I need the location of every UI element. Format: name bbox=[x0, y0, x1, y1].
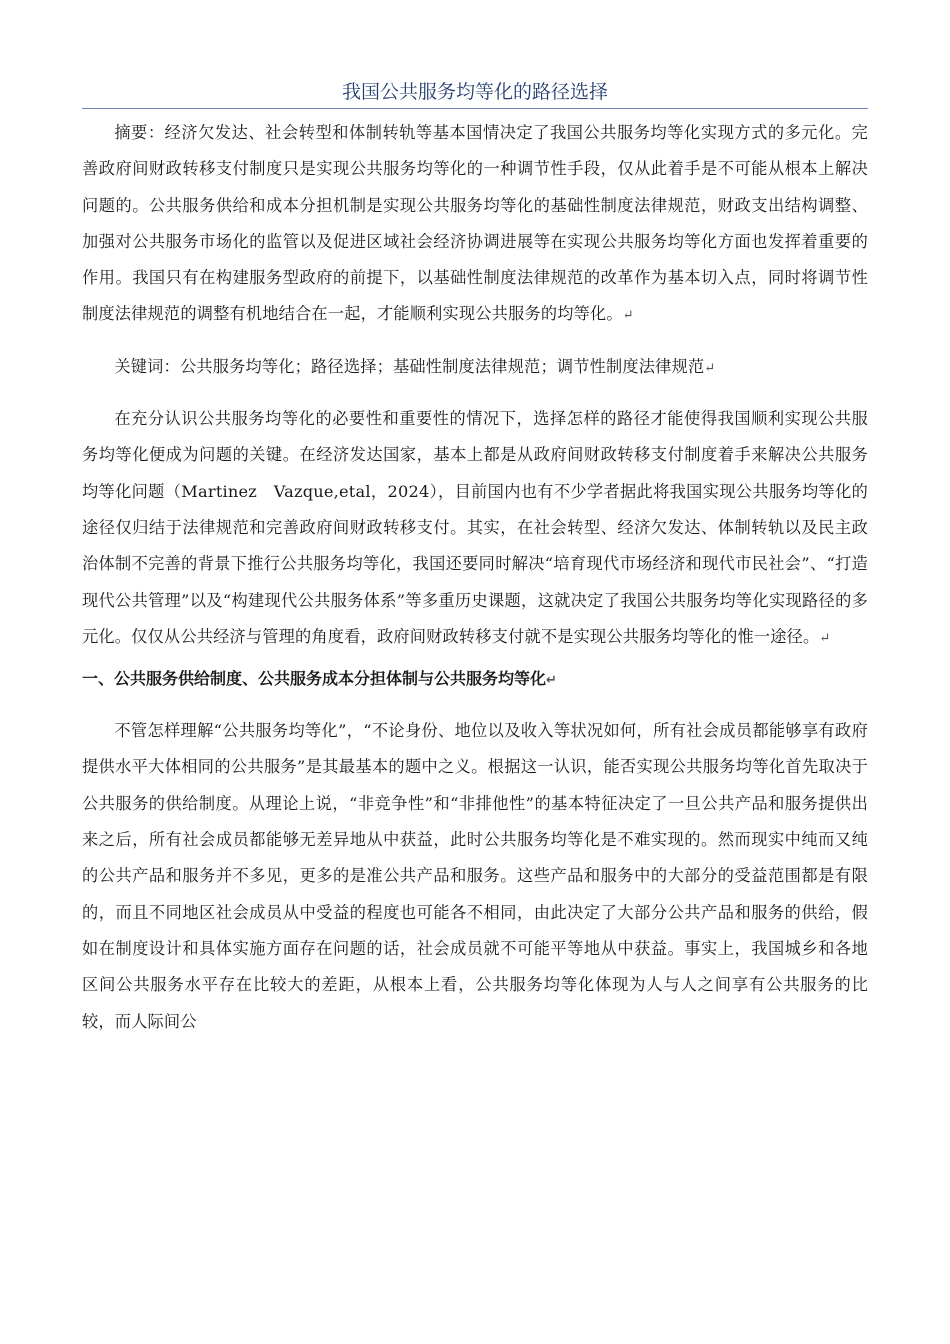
paragraph-mark: ↵ bbox=[622, 308, 634, 324]
intro-text: 在充分认识公共服务均等化的必要性和重要性的情况下，选择怎样的路径才能使得我国顺利实现公共服务均等化便成为问题的关键。在经济发达国家，基本上都是从政府间财政转移支付制度着手来解决公共服务均等化问题（Martinez Vazque,etal，2024），目前国内也有不少学者据此将我国实现公共服务均等化的途径仅归结于法律规范和完善政府间财政转移支付。其实，在社会转型、经济欠发达、体制转轨以及民主政治体制不完善的背景下推行公共服务均等化，我国还要同时解决“培育现代市场经济和现代市民社会”、“打造现代公共管理”以及“构建现代公共服务体系”等多重历史课题，这就决定了我国公共服务均等化实现路径的多元化。仅仅从公共经济与管理的角度看，政府间财政转移支付就不是实现公共服务均等化的惟一途径。 bbox=[82, 409, 868, 646]
paragraph-mark: ↵ bbox=[704, 360, 716, 376]
header-title: 我国公共服务均等化的路径选择 bbox=[341, 81, 608, 103]
paragraph-mark: ↵ bbox=[819, 630, 831, 646]
abstract-text: 摘要：经济欠发达、社会转型和体制转轨等基本国情决定了我国公共服务均等化实现方式的多元化。完善政府间财政转移支付制度只是实现公共服务均等化的一种调节性手段，仅从此着手是不可能从根本上解决问题的。公共服务供给和成本分担机制是实现公共服务均等化的基础性制度法律规范，财政支出结构调整、加强对公共服务市场化的监管以及促进区域社会经济协调进展等在实现公共服务均等化方面也发挥着重要的作用。我国只有在构建服务型政府的前提下，以基础性制度法律规范的改革作为基本切入点，同时将调节性制度法律规范的调整有机地结合在一起，才能顺利实现公共服务的均等化。 bbox=[82, 123, 868, 324]
paragraph-mark: ↵ bbox=[546, 673, 557, 689]
header-rule bbox=[82, 108, 868, 109]
section-paragraph bbox=[82, 713, 868, 1040]
abstract-paragraph bbox=[82, 115, 868, 335]
keywords-paragraph bbox=[82, 349, 868, 387]
section-text: 不管怎样理解“公共服务均等化”，“不论身份、地位以及收入等状况如何，所有社会成员都能够享有政府提供水平大体相同的公共服务”是其最基本的题中之义。根据这一认识，能否实现公共服务均等化首先取决于公共服务的供给制度。从理论上说，“非竞争性”和“非排他性”的基本特征决定了一旦公共产品和服务提供出来之后，所有社会成员都能够无差异地从中获益，此时公共服务均等化是不难实现的。然而现实中纯而又纯的公共产品和服务并不多见，更多的是准公共产品和服务。这些产品和服务中的大部分的受益范围都是有限的，而且不同地区社会成员从中受益的程度也可能各不相同，由此决定了大部分公共产品和服务的供给，假如在制度设计和具体实施方面存在问题的话，社会成员就不可能平等地从中获益。事实上，我国城乡和各地区间公共服务水平存在比较大的差距，从根本上看，公共服务均等化体现为人与人之间享有公共服务的比较，而人际间公 bbox=[82, 721, 868, 1031]
document-page bbox=[82, 78, 868, 1040]
section-heading-text: 一、公共服务供给制度、公共服务成本分担体制与公共服务均等化 bbox=[82, 669, 547, 689]
keywords-text: 关键词：公共服务均等化；路径选择；基础性制度法律规范；调节性制度法律规范 bbox=[114, 356, 705, 376]
section-heading bbox=[82, 661, 868, 699]
intro-paragraph bbox=[82, 401, 868, 657]
